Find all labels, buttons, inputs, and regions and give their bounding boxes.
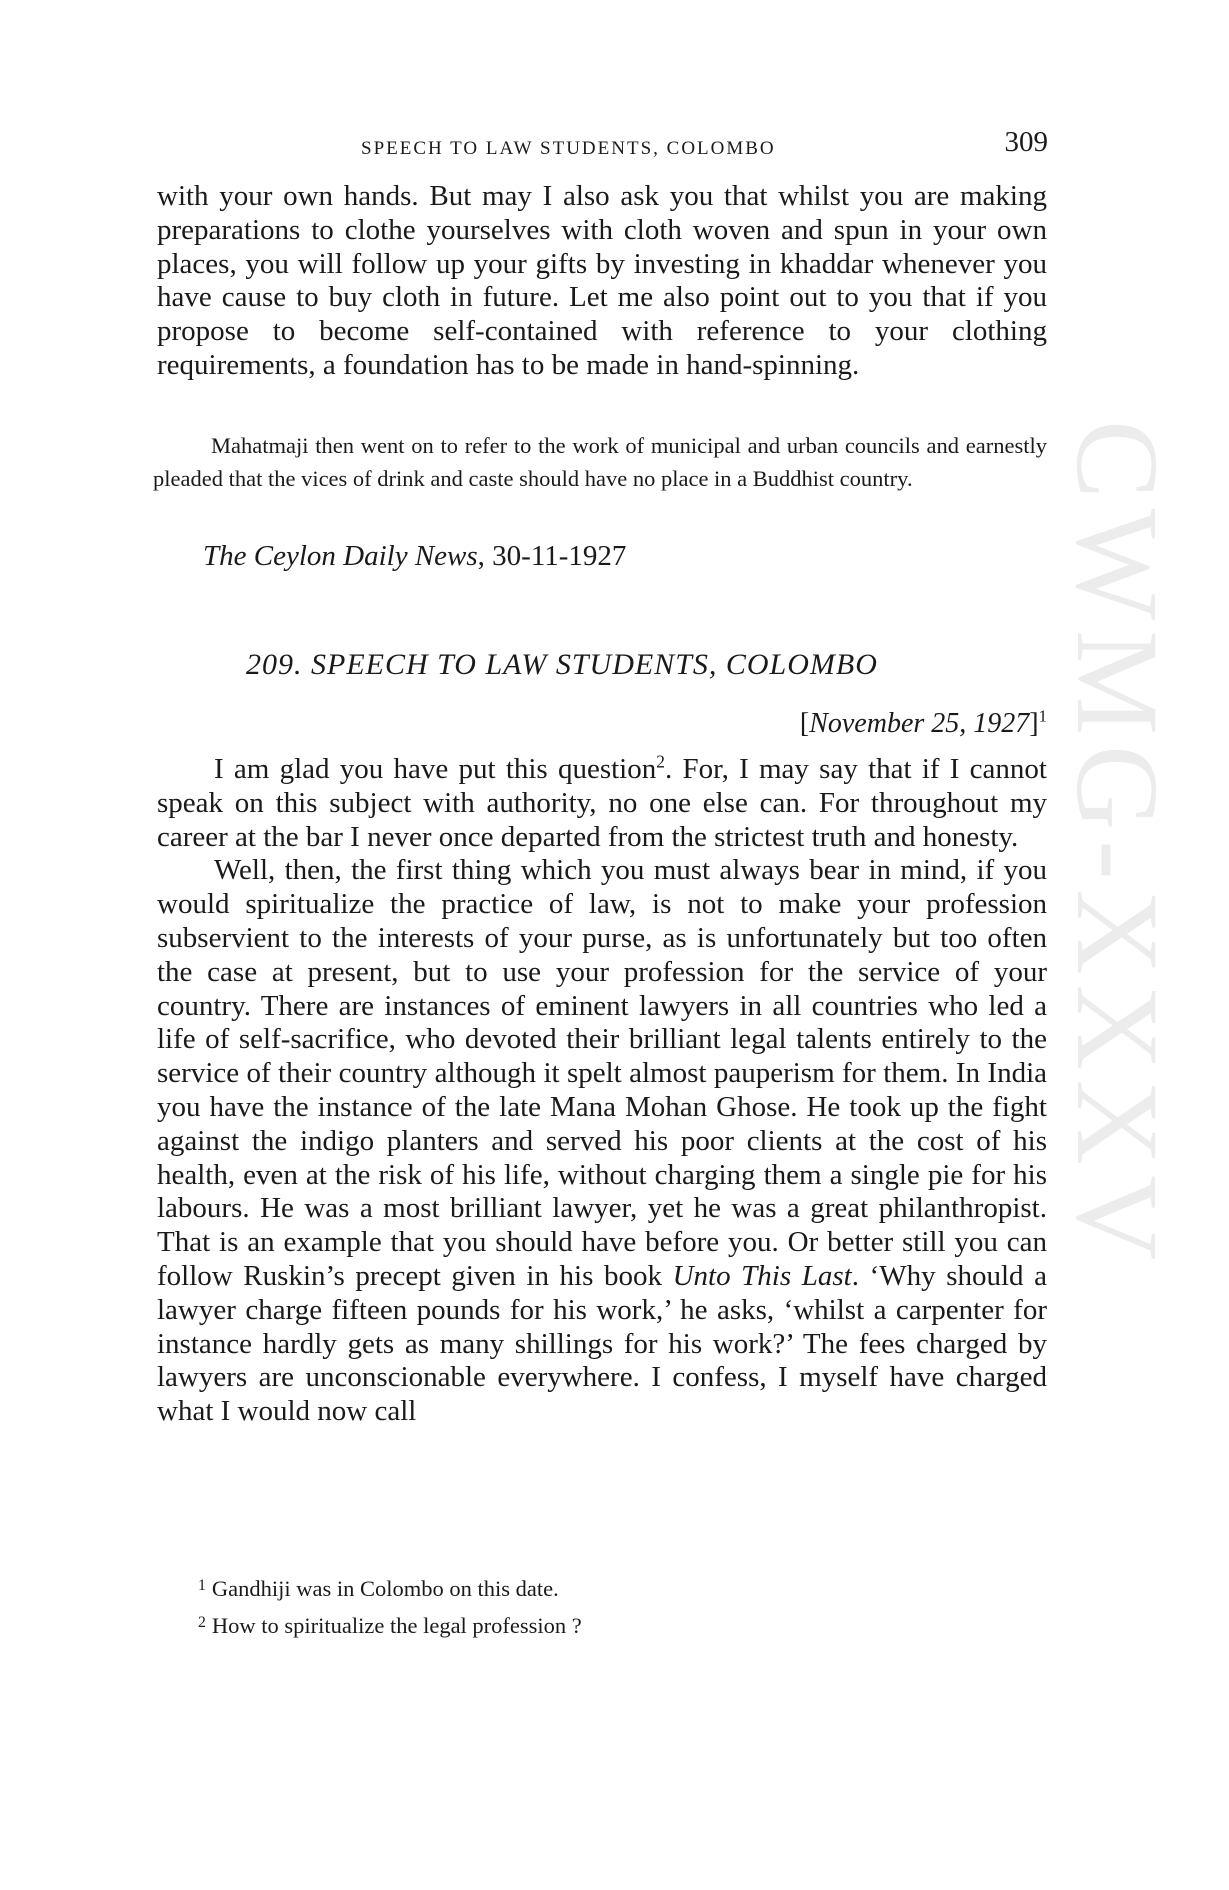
footnote-ref-2: 2: [656, 751, 665, 772]
footnote-2: [198, 1606, 898, 1643]
date-text: November 25, 1927: [809, 708, 1030, 739]
article-body: [157, 753, 1047, 1429]
footnote-1: [198, 1569, 898, 1606]
article-paragraph-2: [157, 854, 1047, 1429]
article-title: SPEECH TO LAW STUDENTS, COLOMBO: [311, 648, 878, 681]
page-number: 309: [1004, 126, 1048, 158]
running-title: SPEECH TO LAW STUDENTS, COLOMBO: [361, 138, 776, 159]
article-date: [800, 708, 1047, 740]
footnote-text-2: How to spiritualize the legal profession ?: [211, 1613, 582, 1638]
article-heading: [246, 648, 878, 682]
article-number: 209.: [246, 648, 303, 681]
report-paragraph: Mahatmaji then went on to refer to the work of municipal and urban councils and earnestly pleaded that the vices of drink and caste should have no place in a Buddhist country.: [153, 433, 1047, 491]
footnote-ref-1: 1: [1038, 706, 1047, 726]
date-close-bracket: ]: [1029, 708, 1039, 739]
date-open-bracket: [: [799, 708, 810, 739]
footnote-text-1: Gandhiji was in Colombo on this date.: [211, 1576, 559, 1601]
running-header: [155, 126, 1048, 166]
p2-before-book: Well, then, the first thing which you must always bear in mind, if you would spiritualize the practice of law, is not to make your profession subservient to the interests of your purse, as is unfortunately but too often the case at present, but to use your profession for the service of your country. There are instances of eminent lawyers in all countries who led a life of self-sacrifice, who devoted their brilliant legal talents entirely to the service of their country although it spelt almost pauperism for them. In India you have the instance of the late Mana Mohan Ghose. He took up the fight against the indigo planters and served his poor clients at the cost of his health, even at the risk of his life, without charging them a single pie for his labours. He was a most brilliant lawyer, yet he was a great philanthropist. That is an example that you should have before you. Or better still you can follow Ruskin’s precept given in his book: [157, 854, 1047, 1292]
p2-after-book: . ‘Why should a lawyer charge fifteen pounds for his work,’ he asks, ‘whilst a carpenter for instance hardly gets as many shillings for his work?’ The fees charged by lawyers are unconscionable everywhere. I confess, I myself have charged what I would now call: [157, 1259, 1047, 1428]
article-paragraph-1: [157, 753, 1047, 854]
continued-paragraph: [157, 180, 1047, 383]
source-date: , 30-11-1927: [477, 540, 627, 572]
p1-rest: . For, I may say that if I cannot speak on this subject with authority, no one else can. For throughout my career at the bar I never once departed from the strictest truth and honesty.: [157, 753, 1047, 853]
footnote-mark-2: 2: [198, 1614, 206, 1631]
book-title: Unto This Last: [672, 1259, 852, 1292]
footnotes: [198, 1569, 898, 1643]
p1-text: I am glad you have put this question: [214, 753, 657, 785]
source-publication: The Ceylon Daily News: [203, 540, 478, 572]
continued-paragraph-text: with your own hands. But may I also ask you that whilst you are making preparations to clothe yourselves with cloth woven and spun in your own places, you will follow up your gifts by investing in khaddar whenever you have cause to buy cloth in future. Let me also point out to you that if you propose to become self-contained with reference to your clothing requirements, a foundation has to be made in hand-spinning.: [157, 180, 1047, 381]
footnote-mark-1: 1: [198, 1577, 206, 1594]
watermark: CWMG-XXXV: [1052, 420, 1183, 1271]
source-citation: [203, 540, 626, 573]
